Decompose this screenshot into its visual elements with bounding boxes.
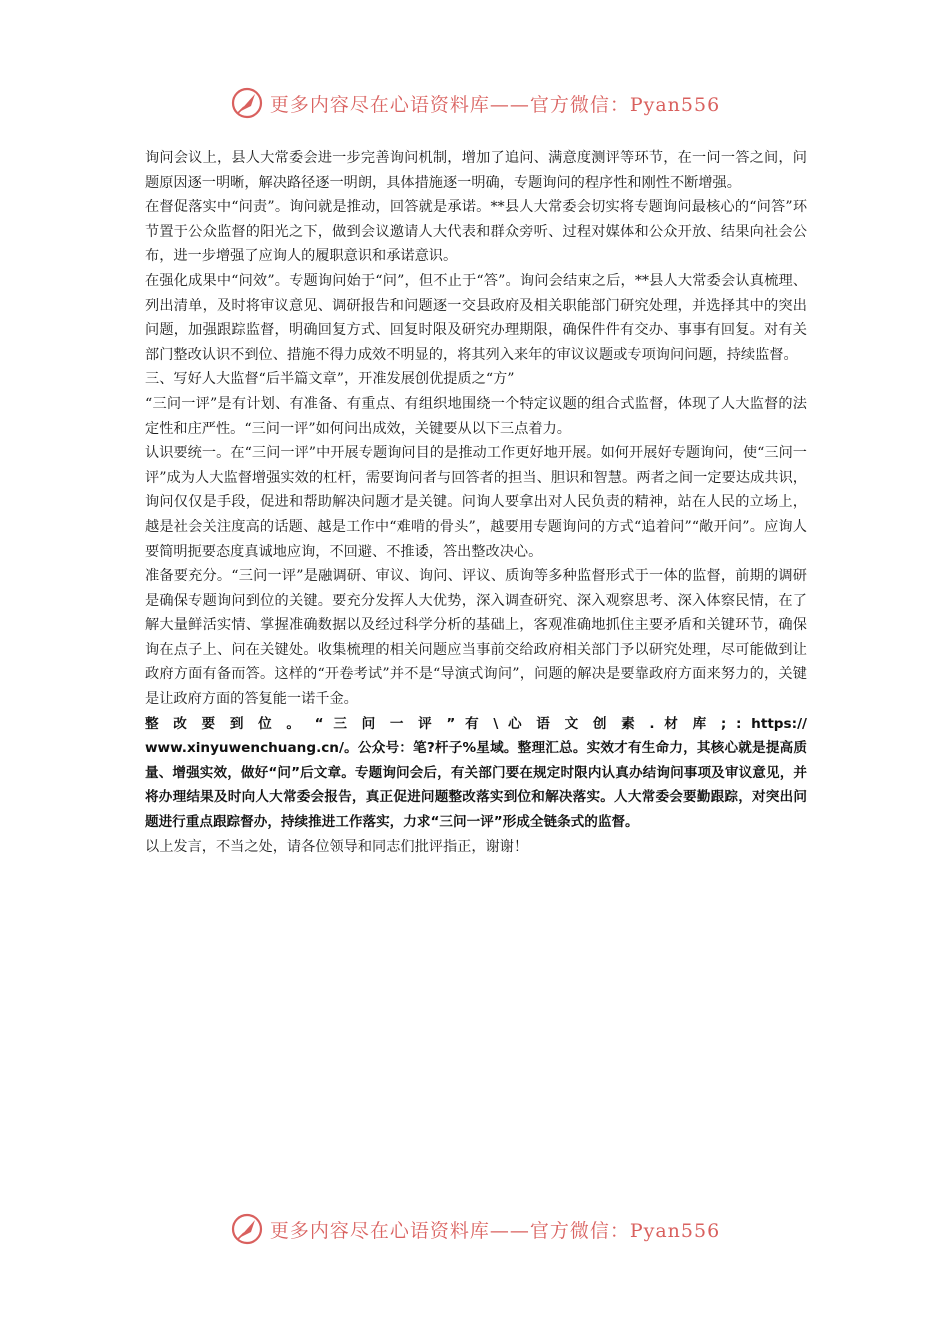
bold-paragraph-line: 整 改 要 到 位 。 “ 三 问 一 评 ” 有 \ 心 语 文 创 素 . 材 库 ; : https:// [145, 715, 807, 732]
footer-banner [0, 1212, 950, 1246]
quill-logo-icon [230, 1212, 264, 1246]
quill-logo-icon [230, 86, 264, 120]
paragraph: 在强化成果中“问效”。专题询问始于“问”，但不止于“答”。询问会结束之后，**县人大常委会认真梳理、列出清单，及时将审议意见、调研报告和问题逐一交县政府及相关职能部门研究处理，并选择其中的突出问题，加强跟踪监督，明确回复方式、回复时限及研究办理期限，确保件件有交办、事事有回复。对有关部门整改认识不到位、措施不得力成效不明显的，将其列入来年的审议议题或专项询问问题，持续监督。 [145, 272, 807, 363]
paragraph: 准备要充分。“三问一评”是融调研、审议、询问、评议、质询等多种监督形式于一体的监督，前期的调研是确保专题询问到位的关键。要充分发挥人大优势，深入调查研究、深入观察思考、深入体察民情，在了解大量鲜活实情、掌握准确数据以及经过科学分析的基础上，客观准确地抓住主要矛盾和关键环节，确保询在点子上、问在关键处。收集梳理的相关问题应当事前交给政府相关部门予以研究处理，尽可能做到让政府方面有备而答。这样的“开卷考试”并不是“导演式询问”，问题的解决是要靠政府方面来努力的，关键是让政府方面的答复能一诺千金。 [145, 568, 807, 708]
banner-text: 更多内容尽在心语资料库——官方微信：Pyan556 [269, 93, 721, 116]
section-heading: 三、写好人大监督“后半篇文章”，开准发展创优提质之“方” [145, 371, 515, 388]
closing-remark: 以上发言，不当之处，请各位领导和同志们批评指正，谢谢！ [145, 838, 529, 855]
header-banner [0, 86, 950, 120]
paragraph: “三问一评”是有计划、有准备、有重点、有组织地围绕一个特定议题的组合式监督，体现了人大监督的法定性和庄严性。“三问一评”如何问出成效，关键要从以下三点着力。 [145, 395, 807, 437]
paragraph: 询问会议上，县人大常委会进一步完善询问机制，增加了追问、满意度测评等环节，在一问一答之间，问题原因逐一明晰，解决路径逐一明朗，具体措施逐一明确，专题询问的程序性和刚性不断增强。 [145, 150, 807, 191]
paragraph: 认识要统一。在“三问一评”中开展专题询问目的是推动工作更好地开展。如何开展好专题询问，使“三问一评”成为人大监督增强实效的杠杆，需要询问者与回答者的担当、胆识和智慧。两者之间一定要达成共识，询问仅仅是手段，促进和帮助解决问题才是关键。问询人要拿出对人民负责的精神，站在人民的立场上，越是社会关注度高的话题、越是工作中“难啃的骨头”，越要用专题询问的方式“追着问”“敞开问”。应询人要简明扼要态度真诚地应询，不回避、不推诿，答出整改决心。 [145, 445, 807, 560]
bold-paragraph: www.xinyuwenchuang.cn/。公众号：笔?杆子%星域。整理汇总。实效才有生命力，其核心就是提高质量、增强实效，做好“问”后文章。专题询问会后，有关部门要在规定时限内认真办结询问事项及审议意见，并将办理结果及时向人大常委会报告，真正促进问题整改落实到位和解决落实。人大常委会要勤跟踪，对突出问题进行重点跟踪督办，持续推进工作落实，力求“三问一评”形成全链条式的监督。 [145, 740, 807, 831]
paragraph: 在督促落实中“问责”。询问就是推动，回答就是承诺。**县人大常委会切实将专题询问最核心的“问答”环节置于公众监督的阳光之下，做到会议邀请人大代表和群众旁听、过程对媒体和公众开放、结果向社会公布，进一步增强了应询人的履职意识和承诺意识。 [145, 199, 808, 265]
banner-text: 更多内容尽在心语资料库——官方微信：Pyan556 [269, 1219, 721, 1242]
document-body [145, 146, 807, 859]
